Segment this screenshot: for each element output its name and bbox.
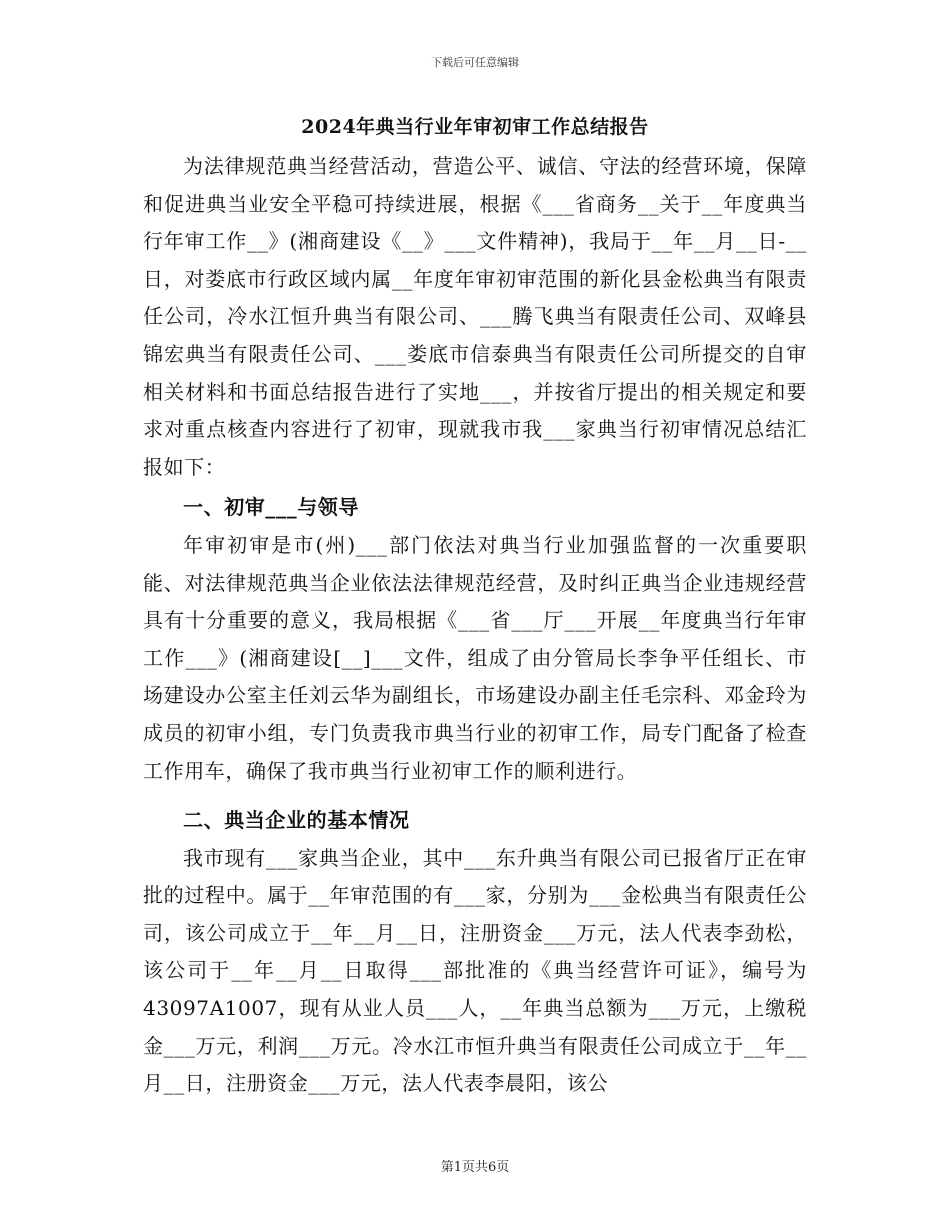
document-body	[143, 112, 807, 1103]
header-note: 下载后可任意编辑	[431, 56, 519, 69]
section-2-paragraph: 我市现有___家典当企业，其中___东升典当有限公司已报省厅正在审批的过程中。属于__年审范围的有___家，分别为___金松典当有限责任公司，该公司成立于__年__月__日，注册资金___万元，法人代表李劲松，该公司于__年__月__日取得___部批准的《典当经营许可证》，编号为43097A1007，现有从业人员___人，__年典当总额为___万元，上缴税金___万元，利润___万元。冷水江市恒升典当有限责任公司成立于__年__月__日，注册资金___万元，法人代表李晨阳，该公	[143, 845, 807, 1096]
section-2-heading: 二、典当企业的基本情况	[183, 808, 410, 833]
page-number: 第1页共6页	[440, 1160, 510, 1175]
section-1-heading: 一、初审___与领导	[183, 495, 359, 520]
document-title: 2024年典当行业年审初审工作总结报告	[301, 116, 649, 138]
intro-paragraph: 为法律规范典当经营活动，营造公平、诚信、守法的经营环境，保障和促进典当业安全平稳可持续进展，根据《___省商务__关于__年度典当行年审工作__》(湘商建设《__》___文件精神)，我局于__年__月__日-__日，对娄底市行政区域内属__年度年审初审范围的新化县金松典当有限责任公司，冷水江恒升典当有限公司、___腾飞典当有限责任公司、双峰县锦宏典当有限责任公司、___娄底市信泰典当有限责任公司所提交的自审相关材料和书面总结报告进行了实地___，并按省厅提出的相关规定和要求对重点核查内容进行了初审，现就我市我___家典当行初审情况总结汇报如下：	[143, 154, 807, 479]
section-1-paragraph: 年审初审是市(州)___部门依法对典当行业加强监督的一次重要职能、对法律规范典当企业依法法律规范经营，及时纠正典当企业违规经营具有十分重要的意义，我局根据《___省___厅___开展__年度典当行年审工作___》(湘商建设[__]___文件，组成了由分管局长李争平任组长、市场建设办公室主任刘云华为副组长，市场建设办副主任毛宗科、邓金玲为成员的初审小组，专门负责我市典当行业的初审工作，局专门配备了检查工作用车，确保了我市典当行业初审工作的顺利进行。	[143, 532, 807, 783]
